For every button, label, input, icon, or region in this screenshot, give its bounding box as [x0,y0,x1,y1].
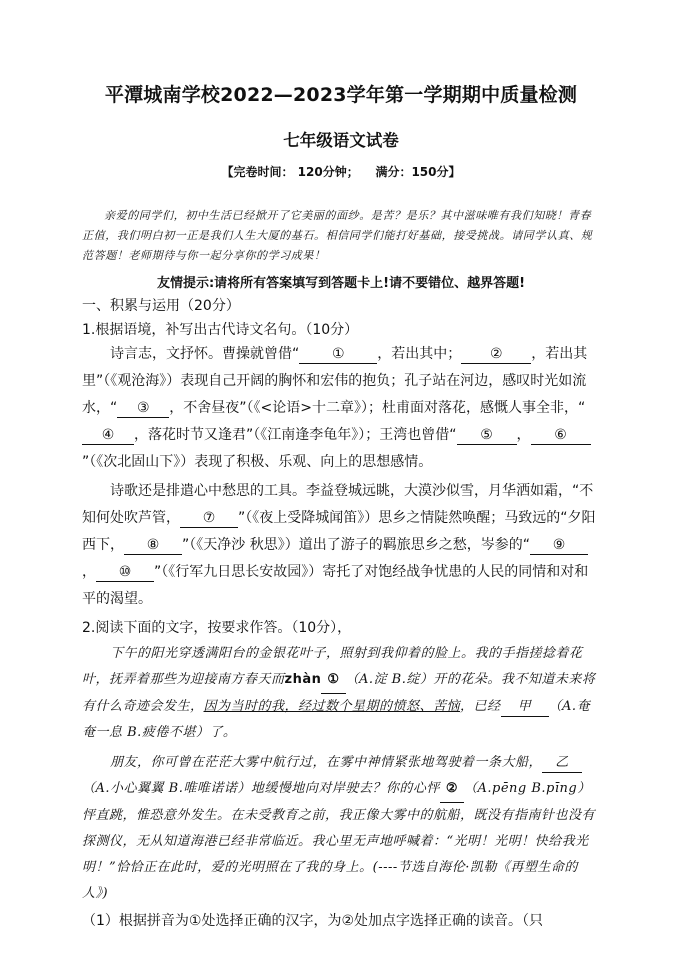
blank-yi: 乙 [542,754,582,773]
question-1-stem: 1.根据语境，补写出古代诗文名句。（10分） [82,322,359,338]
text: 朋友，你可曾在茫茫大雾中航行过，在雾中神情紧张地驾驶着一条大船， [110,755,543,770]
text: ”（《夜上受降城闻笛》）思乡之情陡然唤醒；马致远的“夕阳西下， [82,510,596,553]
intro-paragraph: 亲爱的同学们，初中生活已经掀开了它美丽的面纱。是苦？是乐？其中滋味唯有我们知晓！青春正值，我们明白初一正是我们人生大厦的基石。相信同学们能打好基础，接受挑战。请同学认真、规范答题！老师期待与你一起分享你的学习成果！ [82,209,593,262]
text: 诗言志，文抒怀。曹操就曾借“ [110,346,300,362]
text: ，已经 [460,699,501,714]
blank-9: ⑨ [530,536,588,555]
blank-4: ④ [82,426,134,445]
text: ，若出其中； [377,346,462,362]
blank-6: ⑥ [531,426,591,445]
blank-8: ⑧ [124,536,182,555]
exam-meta: 【完卷时间： 120分钟； 满分：150分】 [221,165,461,179]
question-2-sub-1: （1）根据拼音为①处选择正确的汉字，为②处加点字选择正确的读音。（只 [82,913,544,929]
blank-10: ⑩ [96,563,154,582]
blank-3: ③ [117,399,169,418]
blank-5: ⑤ [457,426,517,445]
text: ”（《天净沙 秋思》）道出了游子的羁旅思乡之愁，岑参的“ [182,537,530,553]
text: 诗歌还是排遣心中愁思的工具。李益登城远眺，大漠沙似雪，月华洒如霜，“不知何处吹芦管， [82,483,594,526]
text: （A.淀 B.绽）开的花朵。我不知道未来将有什么奇迹会发生， [82,672,596,714]
question-2-passage-1 [82,641,600,746]
blank-7: ⑦ [180,509,238,528]
question-1-paragraph-2 [82,478,600,613]
friendly-tip: 友情提示:请将所有答案填写到答题卡上!请不要错位、越界答题! [156,276,526,291]
question-2-passage-2 [82,750,600,907]
underlined-sentence: 因为当时的我，经过数个星期的愤怒、苦恼 [203,699,461,714]
text: ”（《行军九日思长安故园》）寄托了对饱经战争忧患的人民的同情和对和平的渴望。 [82,564,589,607]
pinyin-zhan: zhàn [284,672,322,687]
blank-circle-1: ① [321,667,345,694]
text: （A.pēng B.pīng）怦直跳，惟恐意外发生。在未受教育之前，我正像大雾中的航船，既没有指南针也没有探测仪，无从知道海港已经非常临近。我心里无声地呼喊着：“光明！光明！快给我光明！”恰恰正在此时，爱的光明照在了我的身上。(----节选自海伦·凯勒《再塑生命的人》) [82,781,596,901]
blank-2: ② [461,345,531,364]
question-1-paragraph-1 [82,341,600,476]
text: 下午的阳光穿透满阳台的金银花叶子，照射到我仰着的脸上。我的手指搓捻着花叶，抚弄着那些为迎接南方春天而 [82,646,583,687]
text: ，若出其里”（《观沧海》）表现自己开阔的胸怀和宏伟的抱负；孔子站在河边，感叹时光如流水，“ [82,346,588,416]
text: （A.奄奄一息 B.疲倦不堪）了。 [82,699,591,740]
text: （A.小心翼翼 B.唯唯诺诺）地缓慢地向对岸驶去？你的心怦 [82,781,440,796]
text: ”（《次北固山下》）表现了积极、乐观、向上的思想感情。 [82,454,433,470]
text: ，落花时节又逢君”（《江南逢李龟年》）；王湾也曾借“ [134,427,457,443]
blank-circle-2: ② [440,776,464,803]
blank-jia: 甲 [501,698,549,717]
exam-title: 平潭城南学校2022—2023学年第一学期期中质量检测 [104,84,578,106]
exam-subtitle: 七年级语文试卷 [283,131,399,150]
section-heading: 一、积累与运用（20分） [82,298,240,314]
text: ， [516,427,531,443]
text: ， [82,564,96,580]
text: ，不舍昼夜”（《<论语>十二章》）；杜甫面对落花，感慨人事全非，“ [169,400,586,416]
blank-1: ① [299,345,377,364]
question-2-stem: 2.阅读下面的文字，按要求作答。（10分）， [82,620,352,636]
